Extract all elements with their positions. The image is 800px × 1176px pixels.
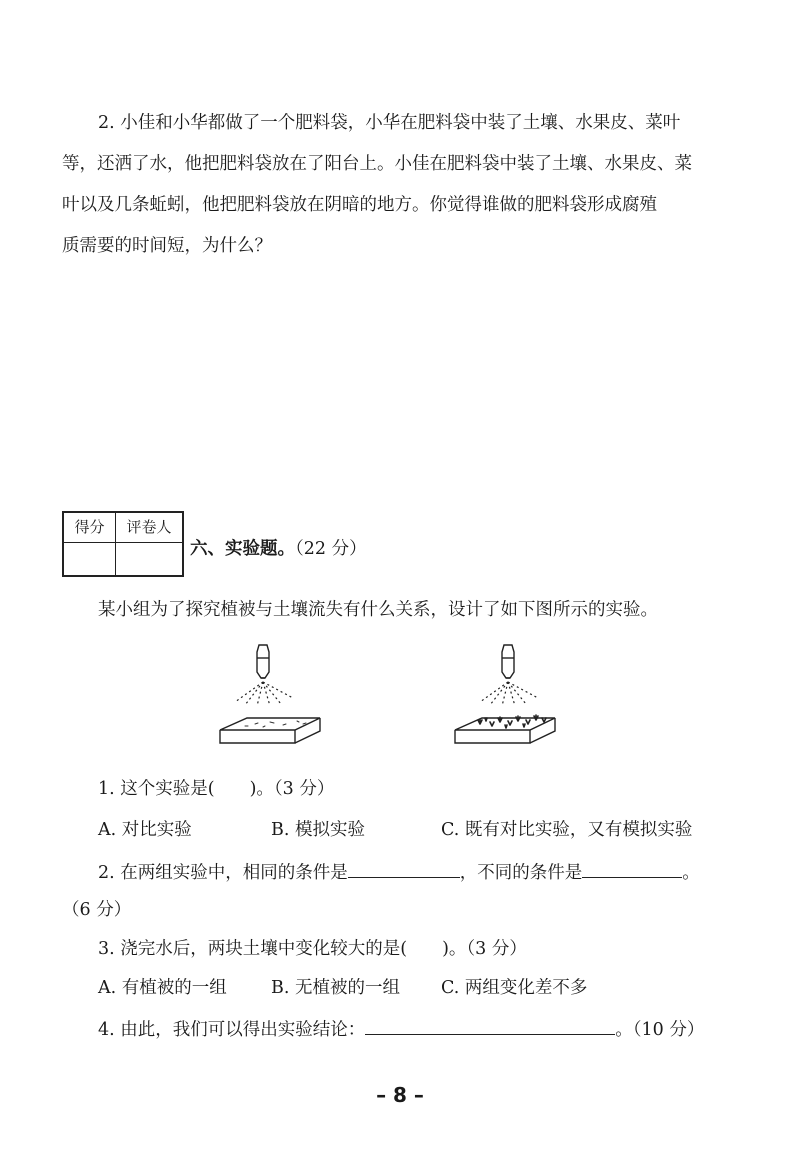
q1-stem: 1. 这个实验是( )。（3 分）: [98, 779, 335, 799]
section-6-points: （22 分）: [295, 539, 367, 559]
q4-answer-blank[interactable]: [365, 1016, 615, 1035]
q2-line-2: 等，还洒了水，他把肥料袋放在了阳台上。小佳在肥料袋中装了土壤、水果皮、菜: [62, 154, 692, 174]
q2-fill-part3: 。: [682, 863, 700, 883]
section-6-intro: 某小组为了探究植被与土壤流失有什么关系，设计了如下图所示的实验。: [98, 600, 658, 620]
q4-fill-line: [98, 1016, 740, 1042]
q2-fill-part1: 2. 在两组实验中，相同的条件是: [98, 863, 348, 883]
bare-soil-experiment-figure: [215, 640, 330, 755]
q2-answer-blank-same[interactable]: [348, 859, 460, 878]
q2-fill-part2: ，不同的条件是: [459, 863, 583, 883]
page-number: – 8 –: [376, 1083, 424, 1107]
section-6-heading: 六、实验题。: [190, 539, 295, 559]
q3-option-a[interactable]: A. 有植被的一组: [98, 978, 227, 998]
q3-option-c[interactable]: C. 两组变化差不多: [441, 978, 588, 998]
q3-stem: 3. 浇完水后，两块土壤中变化较大的是( )。（3 分）: [98, 939, 527, 959]
score-box-divider-h: [64, 542, 182, 543]
q2-line-4: 质需要的时间短，为什么？: [62, 236, 272, 256]
q2-line-1: 2. 小佳和小华都做了一个肥料袋，小华在肥料袋中装了土壤、水果皮、菜叶: [98, 113, 681, 133]
q2-points: （6 分）: [62, 900, 132, 920]
q4-part1: 4. 由此，我们可以得出实验结论：: [98, 1020, 366, 1040]
q1-option-c[interactable]: C. 既有对比实验，又有模拟实验: [441, 820, 693, 840]
q1-option-b[interactable]: B. 模拟实验: [271, 820, 365, 840]
score-box: [62, 511, 184, 577]
grader-label: 评卷人: [126, 518, 172, 536]
q2-answer-blank-different[interactable]: [582, 859, 682, 878]
section-6-title: [190, 537, 367, 561]
q4-part2: 。（10 分）: [615, 1020, 705, 1040]
score-box-divider-v: [115, 513, 116, 575]
q3-option-b[interactable]: B. 无植被的一组: [271, 978, 400, 998]
q2-line-3: 叶以及几条蚯蚓，他把肥料袋放在阴暗的地方。你觉得谁做的肥料袋形成腐殖: [62, 195, 657, 215]
q1-option-a[interactable]: A. 对比实验: [98, 820, 192, 840]
score-label: 得分: [74, 518, 105, 536]
vegetated-soil-experiment-figure: [450, 640, 565, 755]
q2-fill-line: [98, 859, 740, 885]
